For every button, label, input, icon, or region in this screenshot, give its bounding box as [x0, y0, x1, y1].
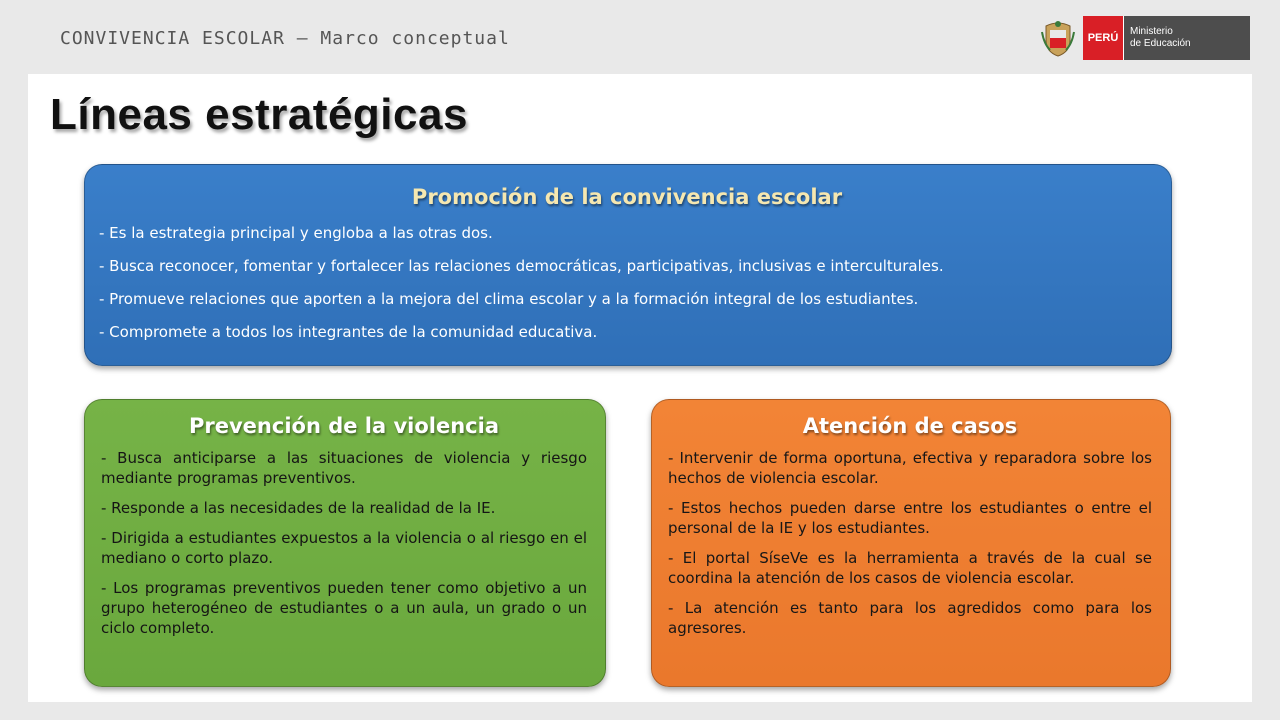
promocion-item: - Busca reconocer, fomentar y fortalecer las relaciones democráticas, participativas, inclusivas e interculturales. — [99, 257, 944, 275]
prevencion-box — [84, 399, 606, 687]
atencion-title: Atención de casos — [802, 414, 1018, 438]
promocion-item: - Promueve relaciones que aporten a la mejora del clima escolar y a la formación integral de los estudiantes. — [99, 290, 919, 308]
atencion-item: - Intervenir de forma oportuna, efectiva y reparadora sobre los hechos de violencia escolar. — [668, 449, 1152, 487]
ministry-line1: Ministerio — [1130, 26, 1173, 37]
promocion-item: - Es la estrategia principal y engloba a las otras dos. — [99, 224, 493, 242]
ministry-line2: de Educación — [1130, 38, 1191, 49]
prevencion-item: - Dirigida a estudiantes expuestos a la violencia o al riesgo en el mediano o corto plazo. — [101, 529, 587, 567]
atencion-item: - El portal SíseVe es la herramienta a través de la cual se coordina la atención de los casos de violencia escolar. — [668, 549, 1152, 587]
coat-of-arms-icon — [1040, 18, 1076, 58]
atencion-item: - La atención es tanto para los agredidos como para los agresores. — [668, 599, 1152, 637]
prevencion-item: - Los programas preventivos pueden tener como objetivo a un grupo heterogéneo de estudiantes o a un aula, un grado o un ciclo completo. — [101, 579, 587, 637]
promocion-box — [84, 164, 1172, 366]
prevencion-item: - Busca anticiparse a las situaciones de violencia y riesgo mediante programas preventivos. — [101, 449, 587, 487]
prevencion-item: - Responde a las necesidades de la realidad de la IE. — [101, 499, 496, 517]
atencion-box — [651, 399, 1171, 687]
prevencion-title: Prevención de la violencia — [189, 414, 499, 438]
peru-label: PERÚ — [1083, 16, 1123, 60]
ministry-label — [1123, 16, 1250, 60]
atencion-item: - Estos hechos pueden darse entre los estudiantes o entre el personal de la IE y los estudiantes. — [668, 499, 1152, 537]
header-subtitle: CONVIVENCIA ESCOLAR – Marco conceptual — [60, 28, 510, 49]
promocion-item: - Compromete a todos los integrantes de la comunidad educativa. — [99, 323, 598, 341]
promocion-title: Promoción de la convivencia escolar — [411, 185, 843, 209]
slide-title: Líneas estratégicas — [50, 90, 468, 139]
ministry-logo — [1040, 16, 1250, 60]
